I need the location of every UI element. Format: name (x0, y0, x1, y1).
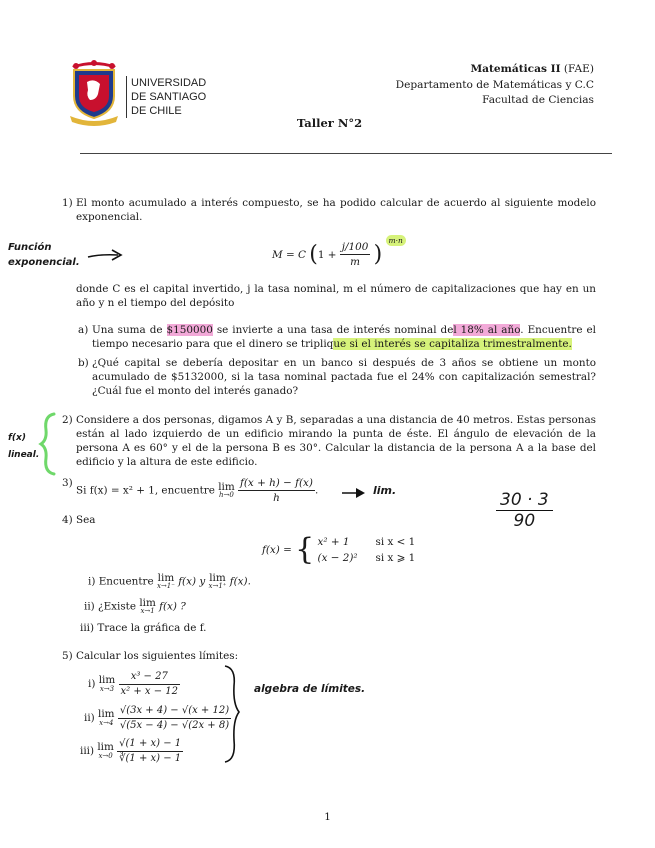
course-name: Matemáticas II (FAE) (470, 63, 594, 75)
problem-4i: i) Encuentre lim x→1⁻ f(x) y lim x→1⁺ f(x). (88, 572, 251, 591)
problem-1-after: donde C es el capital invertido, j la tasa nominal, m el número de capitalizaciones que hay en un año y n el tiempo del depósito (76, 283, 596, 310)
problem-1a: a) Una suma de $150000 se invierte a una tasa de interés nominal del 18% al año. Encuentre el tiempo necesario para que el dinero se triplique si el interés se capitaliza trimestralmente. (78, 324, 596, 351)
problem-number: 1) (62, 197, 73, 209)
page-title: Taller N°2 (296, 116, 363, 130)
right-brace-icon (222, 664, 242, 764)
problem-4iii: iii) Trace la gráfica de f. (80, 622, 207, 634)
page-number: 1 (324, 811, 331, 823)
department: Departamento de Matemáticas y C.C (395, 78, 594, 91)
header-divider (80, 153, 612, 154)
university-line: DE CHILE (131, 105, 182, 117)
problem-4ii: ii) ¿Existe lim x→1 f(x) ? (84, 597, 186, 616)
exponent-highlight: m·n (386, 235, 406, 246)
arrow-icon (86, 248, 126, 264)
piecewise-function: f(x) = { x² + 1 si x < 1 (x − 2)² si x ⩾ 1 (262, 532, 416, 567)
faculty: Facultad de Ciencias (482, 94, 594, 106)
problem-1 (62, 196, 596, 224)
annotation-exponential: Función exponencial. (8, 242, 80, 268)
problem-4: 4) Sea (62, 514, 96, 526)
green-brace-icon (38, 412, 58, 476)
annotation-linear: f(x) lineal. (8, 433, 40, 460)
highlight-amount: $150000 (166, 324, 213, 336)
highlight-rate: l 18% al año (453, 324, 521, 336)
limit-5iii: iii) lim x→0 $\frac{√(1 + x) - 1}{∛(1 + x) - 1}$ (80, 738, 182, 764)
highlight-quarterly: ue si el interés se capitaliza trimestralmente. (333, 338, 572, 351)
problem-text: El monto acumulado a interés compuesto, se ha podido calcular de acuerdo al siguiente modelo exponencial. (76, 197, 596, 224)
course-info (396, 62, 594, 109)
limit-5i: i) lim x→3 $\frac{\text{x³ − 27}}{\text{x² + x − 12}}$ (88, 671, 179, 697)
annotation-algebra: algebra de límites. (254, 683, 366, 695)
problem-2: 2) Considere a dos personas, digamos A y B, separadas a una distancia de 40 metros. Estas personas están al lado izquierdo de un edificio mirando la punta de éste. El ángulo de elevación de la persona A es 60° y el de la persona B es 30°. Calcular la distancia de la persona A a la base del edificio y la altura de este edificio. (62, 414, 596, 469)
problem-3: 3) Si f(x) = x² + 1, encuentre lim h→0 $\frac{f(x + h) - f(x)}{h}$ . (62, 477, 319, 505)
compound-interest-formula: M = C (1 + $\frac{j/100}{m}$ ) $^{m\cdot n}$ (272, 240, 406, 270)
arrow-icon (340, 486, 370, 500)
university-line: DE SANTIAGO (131, 91, 207, 103)
limit-5ii: ii) lim x→4 $\frac{√(3x + 4) - √(x + 12)}{√(5x - 4) - √(2x + 8)}$ (84, 705, 230, 731)
annotation-lim: lim. (373, 484, 397, 497)
problem-1b: b) ¿Qué capital se debería depositar en un banco si después de 3 años se obtiene un monto acumulado de $5132000, si la tasa nominal pactada fue el 24% con capitalización semestral?¿Cuál fue el monto del interés ganado? (78, 357, 596, 398)
annotation-fraction: 30 · 3 90 (496, 490, 553, 531)
problem-5: 5) Calcular los siguientes límites: (62, 650, 239, 662)
university-name (126, 76, 206, 118)
university-line: UNIVERSIDAD (131, 77, 207, 89)
